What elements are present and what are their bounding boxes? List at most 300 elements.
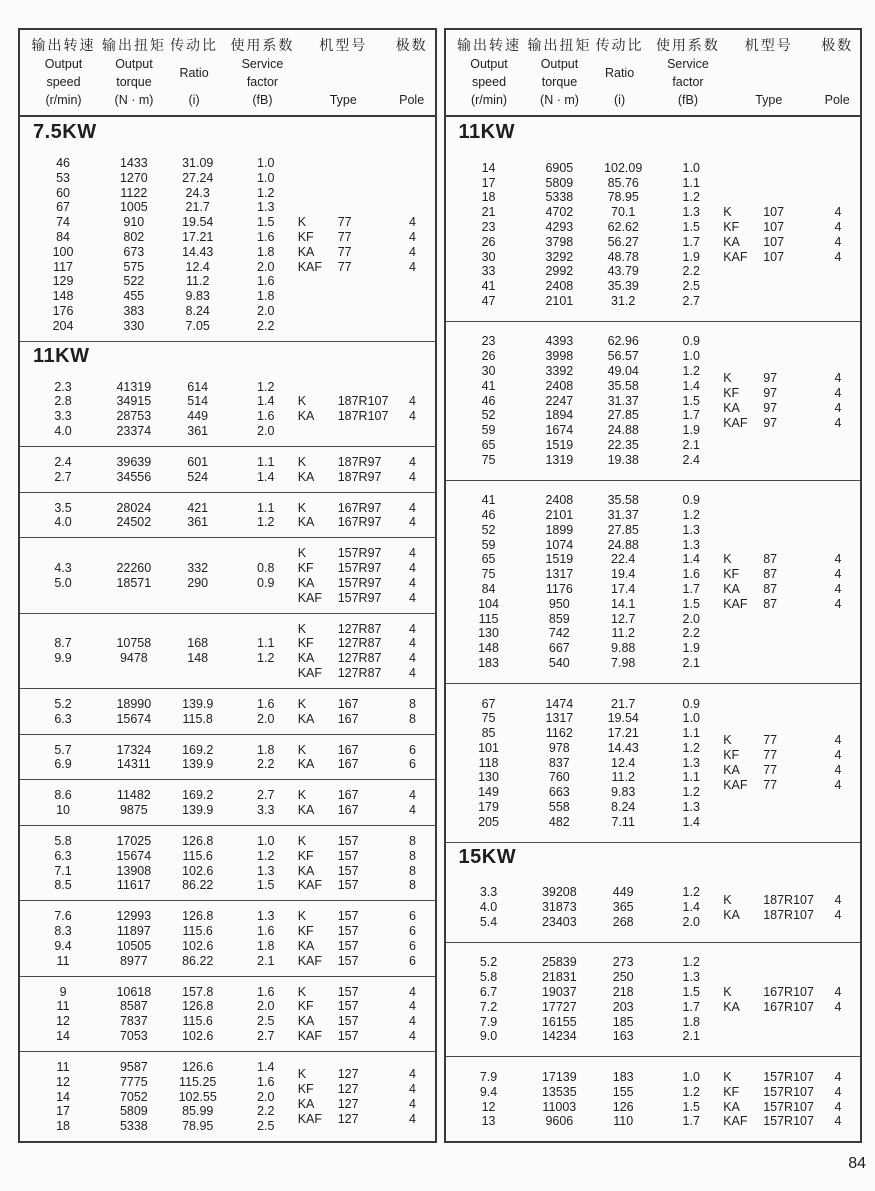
speed-value: 2.8 bbox=[54, 394, 72, 409]
ratio-value: 115.6 bbox=[182, 924, 213, 939]
pole-value: 4 bbox=[409, 1014, 416, 1029]
type-list bbox=[298, 621, 435, 680]
ratio-value: 185 bbox=[612, 1014, 634, 1029]
speed-value: 75 bbox=[481, 452, 496, 467]
table-row bbox=[446, 955, 724, 970]
table-row bbox=[20, 924, 298, 939]
type-prefix: K bbox=[297, 546, 307, 561]
table-row bbox=[446, 537, 724, 552]
table-row bbox=[446, 408, 724, 423]
table-row bbox=[446, 999, 724, 1014]
numeric-rows bbox=[20, 742, 298, 772]
table-row bbox=[20, 909, 298, 924]
numeric-rows bbox=[20, 500, 298, 530]
torque-value: 742 bbox=[548, 626, 570, 641]
speed-value: 84 bbox=[56, 229, 70, 244]
pole-value: 4 bbox=[834, 596, 842, 611]
type-row bbox=[298, 803, 435, 818]
type-prefix: K bbox=[297, 215, 307, 230]
ratio-value: 332 bbox=[187, 561, 209, 576]
speed-value: 53 bbox=[56, 170, 70, 185]
pole-value: 8 bbox=[409, 711, 416, 726]
service-factor-value: 2.7 bbox=[682, 293, 700, 308]
service-factor-value: 1.2 bbox=[682, 190, 700, 205]
table-row bbox=[446, 1114, 724, 1129]
type-prefix: KAF bbox=[297, 878, 323, 893]
ratio-value: 169.2 bbox=[182, 788, 214, 803]
torque-value: 19037 bbox=[541, 985, 577, 1000]
service-factor-value: 1.1 bbox=[257, 500, 275, 515]
service-factor-value: 0.9 bbox=[682, 493, 700, 508]
service-factor-value: 1.3 bbox=[257, 200, 275, 215]
header-zh-label: 输出扭矩 bbox=[527, 37, 592, 53]
torque-value: 1162 bbox=[545, 726, 573, 741]
type-row bbox=[723, 999, 860, 1014]
ratio-value: 421 bbox=[187, 500, 209, 515]
ratio-value: 11.2 bbox=[611, 770, 635, 785]
torque-value: 3998 bbox=[545, 349, 574, 364]
header-zh-label: 输出转速 bbox=[457, 37, 522, 53]
torque-value: 39639 bbox=[116, 454, 152, 469]
ratio-value: 11.2 bbox=[186, 274, 210, 289]
type-model: 167 bbox=[337, 696, 359, 711]
service-factor-value: 1.4 bbox=[682, 552, 700, 567]
service-factor-value: 1.3 bbox=[682, 205, 700, 220]
ratio-value: 85.76 bbox=[607, 175, 639, 190]
header-unit-label: (fB) bbox=[677, 93, 699, 108]
type-model: 187R107 bbox=[337, 409, 389, 424]
type-model: 187R107 bbox=[763, 907, 814, 922]
pole-value: 4 bbox=[409, 1096, 416, 1111]
header-unit-label: Pole bbox=[399, 93, 425, 108]
numeric-rows bbox=[446, 160, 724, 308]
table-row bbox=[446, 220, 724, 235]
speed-value: 13 bbox=[481, 1114, 496, 1129]
service-factor-value: 1.0 bbox=[682, 711, 700, 726]
speed-value: 8.7 bbox=[54, 636, 72, 651]
type-prefix: KF bbox=[297, 848, 314, 863]
service-factor-value: 1.0 bbox=[257, 834, 275, 849]
torque-value: 455 bbox=[123, 289, 145, 304]
torque-value: 12993 bbox=[116, 909, 152, 924]
service-factor-value: 1.9 bbox=[682, 641, 700, 656]
pole-value: 6 bbox=[409, 953, 416, 968]
table-row bbox=[446, 800, 724, 815]
service-factor-value: 1.3 bbox=[682, 800, 700, 815]
torque-value: 1317 bbox=[545, 711, 574, 726]
speed-value: 4.0 bbox=[54, 515, 72, 530]
service-factor-value: 2.2 bbox=[682, 626, 700, 641]
service-factor-value: 1.7 bbox=[682, 999, 700, 1014]
table-row bbox=[20, 788, 298, 803]
type-prefix: KA bbox=[297, 469, 315, 484]
ratio-value: 110 bbox=[613, 1114, 634, 1129]
header-unit-label: Pole bbox=[824, 93, 850, 108]
pole-value: 4 bbox=[834, 1114, 842, 1129]
speed-value: 8.3 bbox=[54, 924, 72, 939]
speed-value: 18 bbox=[56, 1119, 70, 1134]
ratio-value: 155 bbox=[612, 1084, 634, 1099]
ratio-value: 21.7 bbox=[611, 696, 636, 711]
column-header-row bbox=[446, 30, 861, 117]
type-prefix: K bbox=[723, 1069, 732, 1084]
column-header bbox=[653, 38, 723, 108]
table-row bbox=[20, 156, 298, 171]
pole-value: 6 bbox=[409, 757, 416, 772]
column-header-row bbox=[20, 30, 435, 117]
header-zh-label: 机型号 bbox=[744, 37, 793, 53]
service-factor-value: 1.5 bbox=[682, 219, 700, 234]
service-factor-value: 1.5 bbox=[682, 596, 700, 611]
pole-value: 8 bbox=[409, 863, 416, 878]
type-row bbox=[723, 1084, 860, 1099]
torque-value: 2408 bbox=[545, 279, 574, 294]
pole-value: 4 bbox=[834, 205, 842, 220]
service-factor-value: 1.8 bbox=[682, 1014, 700, 1029]
speed-value: 46 bbox=[56, 155, 70, 170]
speed-value: 46 bbox=[481, 508, 496, 523]
type-model: 157R97 bbox=[337, 575, 382, 590]
speed-value: 11 bbox=[56, 1059, 70, 1074]
header-zh-label: 使用系数 bbox=[230, 37, 295, 53]
ratio-value: 78.95 bbox=[182, 1119, 214, 1134]
speed-value: 21 bbox=[481, 205, 496, 220]
speed-value: 41 bbox=[481, 378, 496, 393]
type-list bbox=[298, 788, 435, 818]
type-model: 167 bbox=[337, 757, 359, 772]
torque-value: 575 bbox=[123, 259, 145, 274]
table-row bbox=[20, 304, 298, 319]
speed-value: 52 bbox=[481, 408, 496, 423]
type-model: 97 bbox=[763, 386, 778, 401]
pole-value: 4 bbox=[409, 546, 416, 561]
type-row bbox=[298, 469, 435, 484]
pole-value: 4 bbox=[409, 394, 416, 409]
ratio-value: 8.24 bbox=[185, 303, 210, 318]
ratio-value: 19.54 bbox=[182, 215, 214, 230]
speed-value: 3.3 bbox=[54, 409, 72, 424]
table-row bbox=[20, 561, 298, 576]
type-row bbox=[723, 582, 860, 597]
speed-value: 11 bbox=[56, 953, 70, 968]
table-row bbox=[446, 205, 724, 220]
speed-value: 130 bbox=[478, 626, 499, 641]
ratio-value: 43.79 bbox=[607, 264, 639, 279]
type-prefix: KF bbox=[297, 924, 314, 939]
speed-value: 9.0 bbox=[479, 1029, 498, 1044]
pole-value: 4 bbox=[409, 803, 416, 818]
speed-value: 101 bbox=[478, 740, 499, 755]
ratio-value: 11.2 bbox=[611, 626, 635, 641]
table-row bbox=[20, 742, 298, 757]
service-factor-value: 1.9 bbox=[682, 423, 700, 438]
ratio-value: 56.57 bbox=[607, 349, 639, 364]
type-row bbox=[298, 394, 435, 409]
torque-value: 6905 bbox=[545, 160, 574, 175]
table-row bbox=[20, 230, 298, 245]
type-prefix: KA bbox=[723, 1099, 740, 1114]
service-factor-value: 2.1 bbox=[257, 953, 275, 968]
data-block bbox=[20, 734, 435, 780]
type-prefix: KAF bbox=[297, 1029, 323, 1043]
type-model: 157R97 bbox=[337, 561, 382, 576]
speed-value: 74 bbox=[56, 215, 70, 230]
ratio-value: 115.25 bbox=[179, 1074, 217, 1089]
speed-value: 6.9 bbox=[54, 757, 72, 772]
header-unit-label: Type bbox=[755, 93, 783, 108]
type-list bbox=[723, 985, 860, 1015]
type-row bbox=[298, 939, 435, 954]
ratio-value: 31.2 bbox=[611, 293, 636, 308]
pole-value: 4 bbox=[834, 892, 842, 907]
torque-value: 910 bbox=[123, 215, 145, 230]
ratio-value: 35.58 bbox=[607, 378, 639, 393]
service-factor-value: 3.3 bbox=[257, 803, 275, 818]
speed-value: 100 bbox=[52, 244, 74, 259]
type-prefix: K bbox=[723, 985, 732, 1000]
pole-value: 6 bbox=[409, 924, 416, 939]
torque-value: 2101 bbox=[545, 508, 574, 523]
service-factor-value: 1.5 bbox=[682, 393, 700, 408]
service-factor-value: 2.0 bbox=[257, 711, 275, 726]
pole-value: 4 bbox=[409, 500, 416, 515]
header-en-label: Ratio bbox=[179, 65, 209, 80]
ratio-value: 27.85 bbox=[607, 408, 639, 423]
type-row bbox=[298, 244, 435, 259]
torque-value: 540 bbox=[548, 656, 570, 671]
service-factor-value: 1.8 bbox=[257, 742, 275, 757]
ratio-value: 21.7 bbox=[185, 200, 210, 215]
ratio-value: 9.88 bbox=[611, 641, 636, 656]
type-model: 157 bbox=[337, 848, 359, 863]
speed-value: 5.4 bbox=[479, 914, 498, 929]
ratio-value: 35.39 bbox=[607, 279, 639, 294]
service-factor-value: 1.6 bbox=[257, 409, 275, 424]
type-prefix: K bbox=[297, 834, 307, 849]
table-row bbox=[446, 423, 724, 438]
ratio-value: 49.04 bbox=[607, 363, 639, 378]
ratio-value: 86.22 bbox=[182, 878, 214, 893]
type-prefix: K bbox=[297, 909, 307, 924]
torque-value: 4702 bbox=[545, 205, 574, 220]
pole-value: 4 bbox=[834, 234, 842, 249]
speed-value: 10 bbox=[56, 803, 70, 818]
table-row bbox=[20, 697, 298, 712]
ratio-value: 31.37 bbox=[607, 393, 639, 408]
ratio-value: 614 bbox=[187, 379, 209, 394]
speed-value: 46 bbox=[481, 393, 496, 408]
pole-value: 4 bbox=[409, 590, 416, 605]
pole-value: 4 bbox=[409, 515, 416, 530]
header-en-label: Output bbox=[470, 56, 508, 71]
table-row bbox=[446, 814, 724, 829]
table-row bbox=[446, 656, 724, 671]
speed-value: 23 bbox=[481, 219, 496, 234]
table-row bbox=[446, 334, 724, 349]
column-header bbox=[446, 38, 533, 108]
torque-value: 17727 bbox=[541, 999, 577, 1014]
service-factor-value: 1.0 bbox=[682, 349, 700, 364]
torque-value: 34556 bbox=[116, 469, 152, 484]
type-row bbox=[723, 1114, 860, 1129]
pole-value: 4 bbox=[834, 733, 842, 748]
header-en-label: torque bbox=[541, 75, 578, 90]
speed-value: 41 bbox=[481, 493, 496, 508]
torque-value: 663 bbox=[548, 785, 570, 800]
speed-value: 3.5 bbox=[54, 500, 72, 515]
type-model: 107 bbox=[763, 219, 785, 234]
type-prefix: KA bbox=[297, 575, 315, 590]
type-list bbox=[723, 733, 860, 792]
type-prefix: KF bbox=[723, 567, 740, 582]
ratio-value: 27.85 bbox=[607, 522, 639, 537]
type-prefix: KA bbox=[297, 409, 315, 424]
ratio-value: 70.1 bbox=[611, 205, 636, 220]
header-en-label: factor bbox=[672, 75, 704, 90]
type-prefix: KAF bbox=[723, 777, 748, 792]
speed-value: 5.8 bbox=[479, 970, 498, 985]
type-prefix: KF bbox=[723, 1084, 740, 1099]
numeric-rows bbox=[20, 984, 298, 1043]
pole-value: 4 bbox=[409, 621, 416, 636]
type-prefix: K bbox=[297, 500, 307, 515]
ratio-value: 12.4 bbox=[611, 755, 636, 770]
ratio-value: 22.35 bbox=[607, 437, 639, 452]
type-prefix: KA bbox=[297, 803, 315, 818]
column-header bbox=[227, 38, 297, 108]
speed-value: 148 bbox=[478, 641, 499, 656]
service-factor-value: 1.2 bbox=[257, 651, 275, 666]
type-model: 157R107 bbox=[763, 1069, 814, 1084]
header-en-label: torque bbox=[116, 75, 152, 90]
column-header bbox=[101, 37, 166, 108]
torque-value: 2408 bbox=[545, 493, 574, 508]
header-unit-label: (i) bbox=[188, 93, 200, 108]
data-block bbox=[446, 942, 861, 1056]
table-row bbox=[446, 349, 724, 364]
speed-value: 117 bbox=[53, 259, 73, 274]
pole-value: 4 bbox=[409, 575, 416, 590]
table-row bbox=[446, 915, 724, 930]
ratio-value: 31.37 bbox=[607, 508, 639, 523]
ratio-value: 139.9 bbox=[182, 696, 214, 711]
ratio-value: 126.6 bbox=[182, 1059, 214, 1074]
speed-value: 7.2 bbox=[479, 999, 498, 1014]
type-prefix: KA bbox=[297, 244, 315, 259]
ratio-value: 56.27 bbox=[607, 234, 639, 249]
header-en-label: Service bbox=[667, 56, 709, 71]
ratio-value: 86.22 bbox=[182, 953, 214, 968]
service-factor-value: 2.0 bbox=[257, 1089, 275, 1104]
pole-value: 4 bbox=[834, 552, 842, 567]
table-row bbox=[446, 190, 724, 205]
speed-value: 2.3 bbox=[54, 379, 72, 394]
ratio-value: 14.43 bbox=[182, 244, 214, 259]
type-prefix: KA bbox=[297, 1014, 315, 1029]
type-row bbox=[298, 561, 435, 576]
ratio-value: 35.58 bbox=[607, 493, 639, 508]
numeric-rows bbox=[446, 696, 724, 829]
header-zh-label: 传动比 bbox=[595, 37, 644, 53]
speed-value: 41 bbox=[481, 279, 496, 294]
table-row bbox=[20, 939, 298, 954]
type-model: 87 bbox=[763, 582, 778, 597]
speed-value: 5.7 bbox=[54, 742, 72, 757]
table-row bbox=[446, 755, 724, 770]
pole-value: 4 bbox=[834, 999, 842, 1014]
speed-value: 9 bbox=[59, 984, 67, 999]
ratio-value: 273 bbox=[612, 955, 634, 970]
column-header bbox=[586, 38, 652, 108]
type-list bbox=[723, 1070, 860, 1129]
type-row bbox=[298, 1029, 435, 1044]
numeric-rows bbox=[20, 379, 298, 438]
service-factor-value: 1.0 bbox=[682, 1069, 700, 1084]
header-unit-label: (fB) bbox=[252, 93, 273, 108]
pole-value: 4 bbox=[834, 985, 842, 1000]
torque-value: 17025 bbox=[116, 834, 152, 849]
type-row bbox=[723, 596, 860, 611]
table-row bbox=[446, 552, 724, 567]
torque-value: 10758 bbox=[116, 636, 152, 651]
column-header bbox=[389, 38, 435, 108]
service-factor-value: 1.3 bbox=[257, 909, 275, 924]
table-row bbox=[446, 611, 724, 626]
ratio-value: 78.95 bbox=[607, 190, 639, 205]
data-block bbox=[446, 321, 861, 480]
numeric-rows bbox=[446, 1070, 724, 1129]
table-row bbox=[446, 364, 724, 379]
type-row bbox=[298, 546, 435, 561]
column-header bbox=[723, 38, 814, 108]
type-prefix: KA bbox=[723, 582, 740, 597]
type-row bbox=[723, 371, 860, 386]
type-prefix: K bbox=[297, 394, 307, 409]
torque-value: 2408 bbox=[545, 378, 574, 393]
speed-value: 17 bbox=[56, 1104, 70, 1119]
service-factor-value: 0.9 bbox=[682, 334, 700, 349]
type-model: 127 bbox=[337, 1067, 359, 1082]
numeric-rows bbox=[20, 636, 298, 666]
numeric-rows bbox=[446, 885, 724, 929]
speed-value: 6.3 bbox=[54, 711, 72, 726]
table-body bbox=[446, 117, 861, 1141]
type-prefix: KF bbox=[723, 386, 740, 401]
ratio-value: 17.21 bbox=[182, 229, 214, 244]
service-factor-value: 1.1 bbox=[257, 636, 275, 651]
numeric-rows bbox=[20, 561, 298, 591]
pole-value: 4 bbox=[409, 409, 416, 424]
ratio-value: 361 bbox=[187, 424, 209, 438]
service-factor-value: 1.4 bbox=[257, 1059, 275, 1074]
type-row bbox=[298, 590, 435, 605]
pole-value: 8 bbox=[409, 878, 416, 893]
torque-value: 7775 bbox=[119, 1074, 148, 1089]
ratio-value: 102.55 bbox=[178, 1089, 217, 1104]
table-row bbox=[20, 1014, 298, 1029]
type-model: 87 bbox=[763, 596, 778, 611]
power-section-title: 11KW bbox=[20, 341, 435, 372]
type-row bbox=[723, 1070, 860, 1085]
type-prefix: KAF bbox=[297, 666, 323, 680]
type-prefix: KAF bbox=[723, 249, 748, 264]
service-factor-value: 2.2 bbox=[257, 318, 275, 333]
torque-value: 1899 bbox=[545, 522, 574, 537]
table-row bbox=[446, 160, 724, 175]
numeric-rows bbox=[20, 834, 298, 893]
speed-value: 8.6 bbox=[54, 788, 72, 803]
type-prefix: KF bbox=[297, 229, 314, 244]
